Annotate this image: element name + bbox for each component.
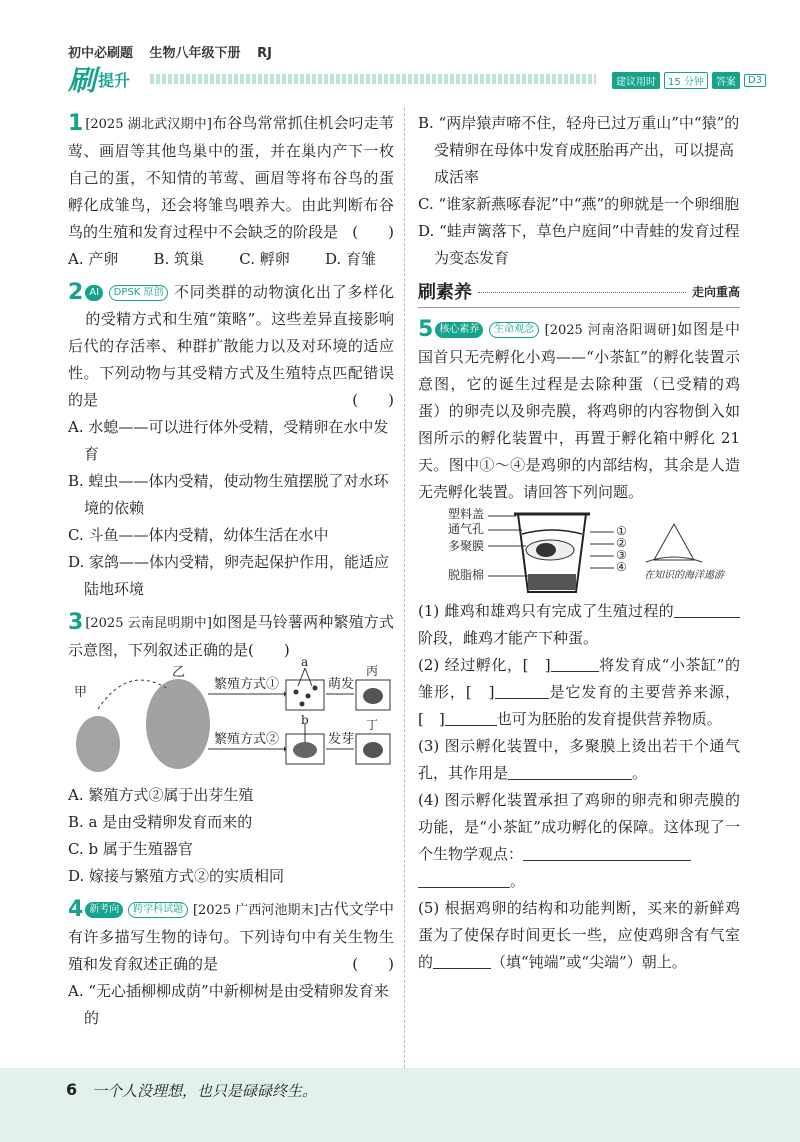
q4-option-c: C. “谁家新燕啄春泥”中“燕”的卵就是一个卵细胞: [418, 195, 740, 213]
egg-yolk: [536, 543, 556, 557]
sub-question-2: (2) 经过孵化，[ ] 将发育成“小茶缸”的雏形，[ ] 是它发育的主要营养来源，[ ] 也可为胚胎的发育提供营养物质。: [418, 656, 740, 728]
decor-mountain: [654, 524, 694, 560]
label-cap: 塑料盖: [448, 507, 485, 521]
label-jia: 甲: [74, 685, 88, 700]
label-n4: ④: [616, 560, 627, 574]
decorative-bar: [150, 74, 596, 84]
column-divider: [404, 108, 405, 1068]
label-n1: ①: [616, 524, 627, 538]
q4-option-d: D. “蛙声篱落下，草色户庭间”中青蛙的发育过程为变态发育: [418, 222, 740, 267]
q4-option-b: B. “两岸猿声啼不住，轻舟已过万重山”中“猿”的受精卵在母体中发育成胚胎再产出，可以提高成活率: [418, 114, 740, 186]
label-b: b: [301, 713, 309, 727]
question-source: [2025 云南昆明期中]: [85, 616, 212, 631]
time-info: [612, 72, 766, 89]
answer-blank[interactable]: [445, 725, 497, 726]
book-header: [68, 42, 284, 61]
option-d: D. 家鸽——体内受精，卵壳起保护作用，能适应陆地环境: [68, 553, 390, 598]
right-column: [418, 110, 740, 976]
label-bing: 丙: [366, 664, 379, 678]
label-n3: ③: [616, 548, 627, 562]
option-a: A. 繁殖方式②属于出芽生殖: [68, 786, 254, 804]
left-column: [68, 110, 394, 1032]
sub-question-5: (5) 根据鸡卵的结构和功能判断，买来的新鲜鸡蛋为了使保存时间更长一些，应使鸡卵含有气室的 （填“钝端”或“尖端”）朝上。: [418, 899, 740, 971]
option-d: D. 嫁接与繁殖方式②的实质相同: [68, 867, 285, 885]
page-number: 6: [66, 1080, 78, 1099]
option-a: A. 水螅——可以进行体外受精，受精卵在水中发育: [68, 418, 389, 463]
ai-tag: AI: [85, 285, 103, 301]
footer-quote: 一个人没理想，也只是碌碌终生。: [92, 1082, 318, 1100]
answer-paren: ( ): [352, 955, 394, 973]
brand-sub: 提升: [98, 70, 131, 90]
option-a: A. “无心插柳柳成荫”中新柳树是由受精卵发育来的: [68, 982, 389, 1027]
potato-plant-jia: [76, 716, 120, 772]
answer-page: D3: [744, 74, 766, 87]
edition-label: RJ: [257, 46, 272, 61]
section-title: 刷素养: [418, 282, 472, 303]
label-cotton: 脱脂棉: [448, 568, 485, 582]
answer-blank[interactable]: [523, 860, 691, 861]
label-faya: 发芽: [328, 732, 355, 747]
question-number: 1: [68, 111, 84, 136]
box-seeds: [286, 680, 324, 710]
question-4: [68, 896, 394, 1032]
answer-blank[interactable]: [674, 617, 740, 618]
label-mengfa: 萌发: [328, 677, 355, 692]
label-n2: ②: [616, 536, 627, 550]
option-b: B. 筑巢: [153, 250, 205, 268]
time-value: 15 分钟: [664, 72, 708, 89]
question-number: 5: [418, 317, 434, 342]
label-way2: 繁殖方式②: [214, 732, 280, 747]
answer-blank[interactable]: [418, 887, 510, 888]
answer-blank[interactable]: [495, 698, 549, 699]
question-stem: 如图是马铃薯两种繁殖方式示意图，下列叙述正确的是: [68, 613, 394, 659]
decor-caption: 在知识的海洋遨游: [644, 570, 724, 581]
answer-blank[interactable]: [551, 671, 599, 672]
question-stem: 布谷鸟常常抓住机会叼走苇莺、画眉等其他鸟巢中的蛋，并在巢内产下一枚自己的蛋，不知情的苇莺、画眉等将布谷鸟的蛋孵化成雏鸟，还会将雏鸟喂养大。由此判断布谷鸟的生殖和发育过程中不会缺乏的阶段是: [68, 114, 394, 241]
label-film: 多聚膜: [448, 539, 485, 553]
question-5: [418, 316, 740, 976]
option-a: A. 产卵: [68, 250, 119, 268]
label-hole: 通气孔: [448, 522, 485, 536]
label-way1: 繁殖方式①: [214, 677, 280, 692]
literacy-section-bar: [418, 278, 740, 308]
section-subtitle: 走向重高: [691, 285, 740, 299]
question-number: 4: [68, 897, 84, 922]
option-c: C. b 属于生殖器官: [68, 840, 193, 858]
option-b: B. a 是由受精卵发育而来的: [68, 813, 253, 831]
sub-question-1: (1) 雌鸡和雄鸡只有完成了生殖过程的阶段，雌鸡才能产下种蛋。: [418, 598, 740, 652]
question-number: 3: [68, 610, 84, 635]
potato-plant-yi: [146, 679, 210, 769]
answer-blank[interactable]: [433, 968, 491, 969]
answer-label: 答案: [712, 72, 740, 89]
question-1: [68, 110, 394, 273]
question-stem: 如图是中国首只无壳孵化小鸡——“小茶缸”的孵化装置示意图，它的诞生过程是去除种蛋（已受精的鸡蛋）的卵壳以及卵壳膜，将鸡卵的内容物倒入如图所示的孵化装置中，再置于孵化箱中孵化 21 天。图中①～④是鸡卵的内部结构，其余是人造无壳孵化装置。请回答下列问题。: [418, 320, 740, 501]
cotton: [528, 574, 576, 590]
sub-question-4: (4) 图示孵化装置承担了鸡卵的卵壳和卵壳膜的功能，是“小茶缸”成功孵化的保障。这体现了一个生物学观点： 。: [418, 791, 740, 890]
label-ding: 丁: [366, 718, 379, 732]
book-title: 初中必刷题: [68, 46, 134, 61]
core-literacy-tag: 核心素养: [435, 322, 483, 338]
question-number: 2: [68, 280, 84, 305]
life-concept-tag: 生命观念: [489, 322, 539, 338]
potato-figure: [68, 655, 394, 782]
question-source: [2025 湖北武汉期中]: [85, 117, 212, 132]
question-stem: 古代文学中有许多描写生物的诗句。下列诗句中有关生物生殖和发育叙述正确的是: [68, 900, 394, 973]
time-label: 建议用时: [612, 72, 660, 89]
question-2: [68, 279, 394, 603]
question-3: [68, 609, 394, 890]
brand-main: 刷: [68, 64, 97, 97]
cross-subject-tag: 跨学科试题: [128, 902, 188, 918]
option-b: B. 蝗虫——体内受精，使动物生殖摆脱了对水环境的依赖: [68, 472, 389, 517]
option-d: D. 育雏: [324, 250, 376, 268]
label-a: a: [301, 655, 309, 669]
label-yi: 乙: [172, 665, 186, 680]
dpsk-tag: DPSK 原创: [109, 285, 169, 301]
option-c: C. 斗鱼——体内受精，幼体生活在水中: [68, 526, 329, 544]
question-stem: 不同类群的动物演化出了多样化的受精方式和生殖“策略”。这些差异直接影响后代的存活率、种群扩散能力以及对环境的适应性。下列动物与其受精方式及生殖特点匹配错误的是: [68, 283, 394, 409]
sub-question-3: (3) 图示孵化装置中，多聚膜上烫出若干个通气孔，其作用是 。: [418, 737, 740, 782]
answer-paren: ( ): [352, 391, 394, 409]
answer-blank[interactable]: [508, 779, 632, 780]
new-direction-tag: 新考向: [85, 902, 123, 918]
option-c: C. 孵卵: [239, 250, 290, 268]
subject-title: 生物八年级下册: [149, 46, 241, 61]
section-brand: [68, 62, 130, 96]
question-source: [2025 河南洛阳调研]: [544, 323, 677, 338]
polymer-film: [522, 530, 582, 534]
answer-paren: ( ): [248, 641, 290, 659]
question-source: [2025 广西河池期末]: [192, 903, 319, 918]
incubator-figure: [418, 506, 740, 598]
answer-paren: ( ): [352, 223, 394, 241]
section-line: [478, 292, 686, 293]
